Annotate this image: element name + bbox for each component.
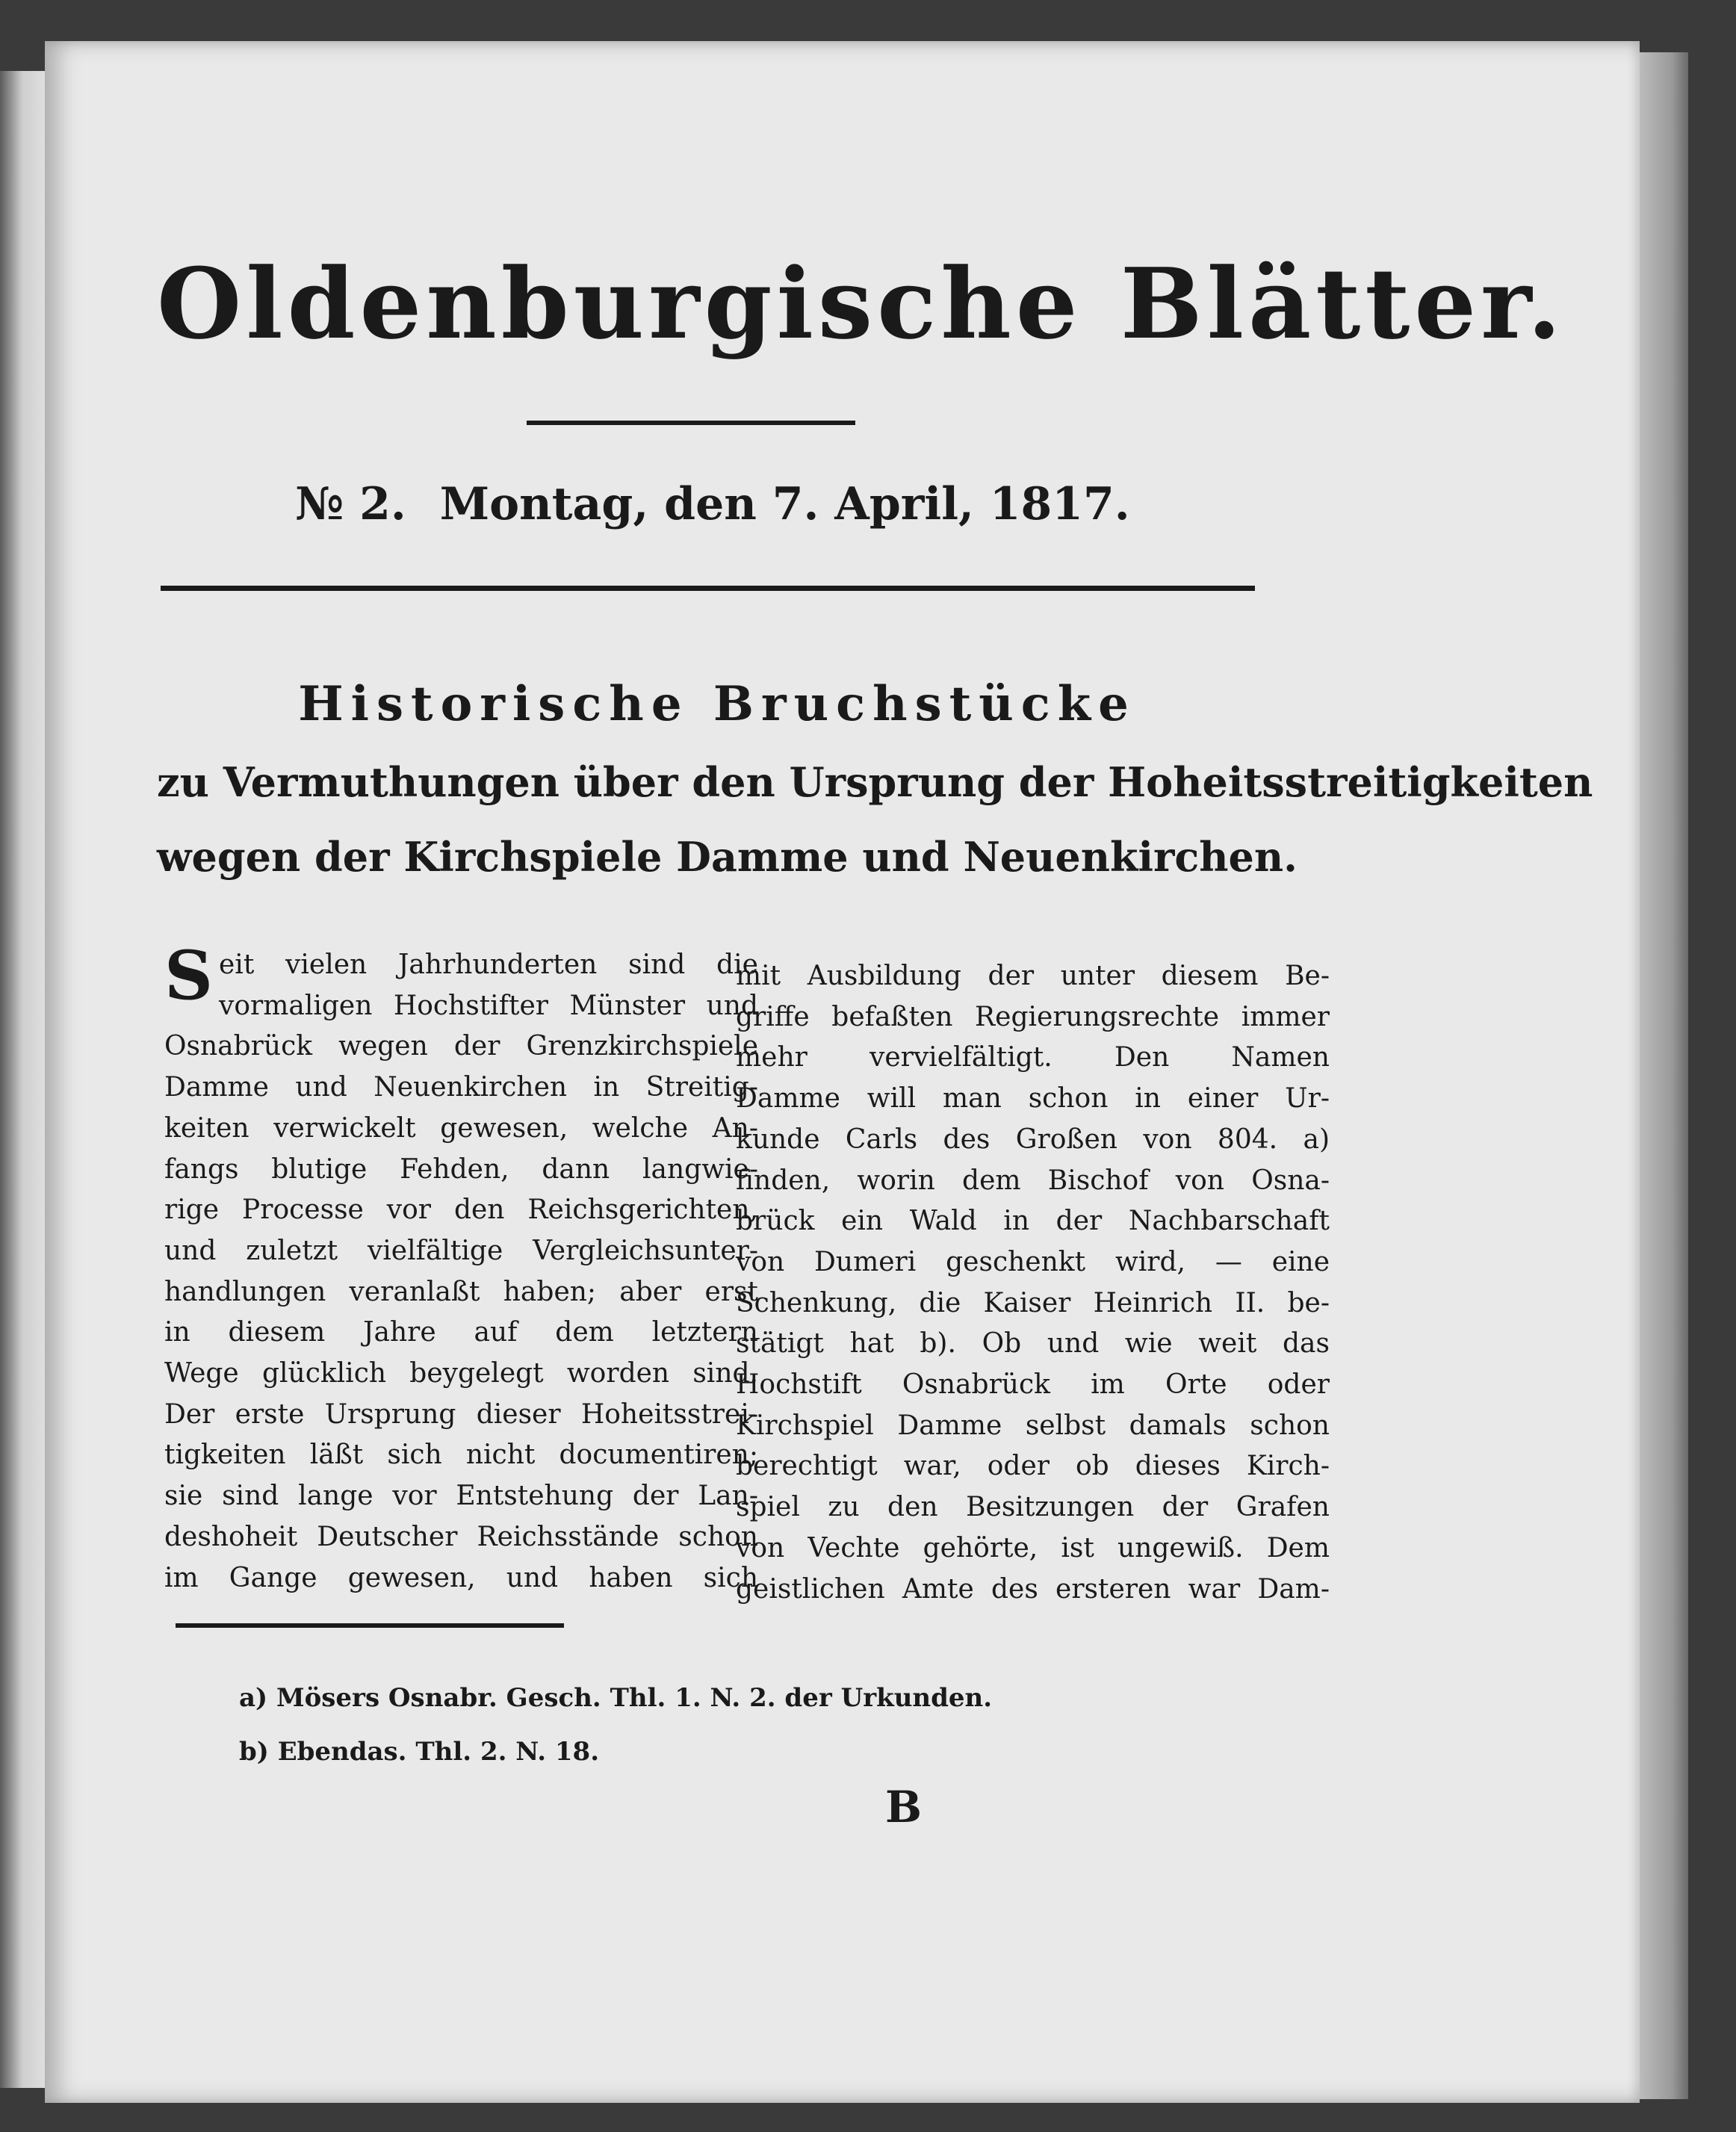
- column-line: Damme will man schon in einer Ur-: [736, 1083, 1330, 1115]
- column-line: mit Ausbildung der unter diesem Be-: [736, 961, 1330, 991]
- footnote-a: a) Mösers Osnabr. Gesch. Thl. 1. N. 2. der Urkunden.: [239, 1683, 993, 1713]
- column-line: finden, worin dem Bischof von Osna-: [736, 1165, 1330, 1196]
- issue-number: № 2.: [295, 478, 406, 530]
- masthead-divider: [527, 421, 855, 425]
- column-line: Hochstift Osnabrück im Orte oder: [736, 1369, 1330, 1401]
- column-line: tigkeiten läßt sich nicht documentiren;: [164, 1440, 758, 1471]
- column-line: deshoheit Deutscher Reichsstände schon: [164, 1521, 758, 1552]
- footnote-rule: [176, 1623, 564, 1628]
- column-line: mehr vervielfältigt. Den Namen: [736, 1042, 1330, 1073]
- column-line: Kirchspiel Damme selbst damals schon: [736, 1410, 1330, 1441]
- article-title: Historische Bruchstücke: [298, 676, 1136, 732]
- column-line: in diesem Jahre auf dem letztern: [164, 1317, 758, 1348]
- text-column-left: [164, 936, 758, 1599]
- column-line: griffe befaßten Regierungsrechte immer: [736, 1001, 1330, 1032]
- column-line: Wege glücklich beygelegt worden sind.: [164, 1358, 758, 1389]
- column-line: Damme und Neuenkirchen in Streitig-: [164, 1072, 758, 1103]
- issue-date: Montag, den 7. April, 1817.: [439, 478, 1130, 530]
- column-lead-text: eit vielen Jahrhunderten sind die: [219, 949, 758, 980]
- column-line: fangs blutige Fehden, dann langwie-: [164, 1153, 758, 1185]
- column-line: handlungen veranlaßt haben; aber erst: [164, 1276, 758, 1307]
- column-line: sie sind lange vor Entstehung der Lan-: [164, 1481, 758, 1512]
- column-line: Der erste Ursprung dieser Hoheitsstrei-: [164, 1398, 758, 1430]
- signature-mark: B: [885, 1782, 923, 1832]
- article-subtitle-line2: wegen der Kirchspiele Damme und Neuenkirchen.: [157, 833, 1298, 881]
- column-line: berechtigt war, oder ob dieses Kirch-: [736, 1451, 1330, 1482]
- column-line: im Gange gewesen, und haben sich: [164, 1562, 758, 1593]
- column-line: rige Processe vor den Reichsgerichten,: [164, 1194, 758, 1226]
- column-line: Osnabrück wegen der Grenzkirchspiele: [164, 1031, 758, 1062]
- header-rule: [161, 586, 1255, 591]
- article-subtitle-line1: zu Vermuthungen über den Ursprung der Hoheitsstreitigkeiten: [157, 758, 1593, 806]
- column-line: brück ein Wald in der Nachbarschaft: [736, 1206, 1330, 1237]
- column-line: keiten verwickelt gewesen, welche An-: [164, 1112, 758, 1144]
- column-line: stätigt hat b). Ob und wie weit das: [736, 1328, 1330, 1360]
- column-line: und zuletzt vielfältige Vergleichsunter-: [164, 1235, 758, 1266]
- column-line: Schenkung, die Kaiser Heinrich II. be-: [736, 1287, 1330, 1318]
- text-column-right: [736, 956, 1330, 1610]
- column-line: von Vechte gehörte, ist ungewiß. Dem: [736, 1532, 1330, 1564]
- drop-cap: S: [164, 936, 213, 1015]
- footnote-b: b) Ebendas. Thl. 2. N. 18.: [239, 1737, 600, 1767]
- column-line: kunde Carls des Großen von 804. a): [736, 1124, 1330, 1155]
- column-line: vormaligen Hochstifter Münster und: [219, 990, 758, 1021]
- masthead-title: Oldenburgische Blätter.: [157, 247, 1566, 361]
- issue-line: [295, 478, 1154, 530]
- column-line: geistlichen Amte des ersteren war Dam-: [736, 1573, 1330, 1605]
- column-line: spiel zu den Besitzungen der Grafen: [736, 1492, 1330, 1523]
- column-line: von Dumeri geschenkt wird, — eine: [736, 1246, 1330, 1277]
